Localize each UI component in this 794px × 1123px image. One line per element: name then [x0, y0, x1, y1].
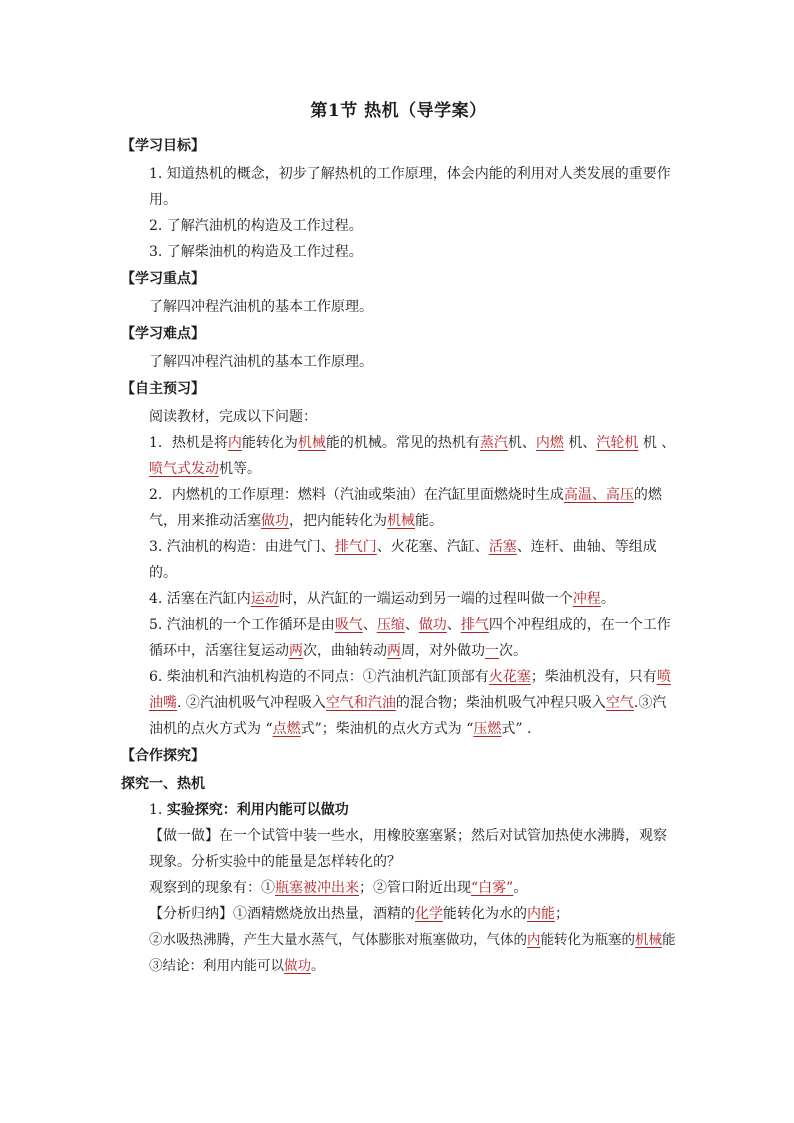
answer-blank: 喷油嘴: [149, 669, 671, 711]
answer-blank: 机械: [635, 932, 662, 948]
answer-blank: 运动: [250, 591, 279, 607]
goal-item: 2. 了解汽油机的构造及工作过程。: [149, 218, 363, 234]
section-heading-difficulty: 【学习难点】: [121, 326, 205, 342]
answer-blank: 内: [227, 435, 242, 451]
key-text: 了解四冲程汽油机的基本工作原理。: [149, 299, 373, 315]
answer-blank: 内能: [527, 906, 555, 922]
answer-blank: 机械: [297, 435, 326, 451]
preview-question-6: 6. 柴油机和汽油机构造的不同点：①汽油机汽缸顶部有火花塞；柴油机没有，只有喷油嘴. ②汽油机吸气冲程吸入空气和汽油的混合物；柴油机吸气冲程只吸入空气.③汽油机的点火方式为 “点燃式”；柴油机的点火方式为 “压燃式” .: [149, 669, 671, 737]
section-heading-explore: 【合作探究】: [121, 748, 205, 764]
answer-blank: 喷气式发动: [149, 461, 219, 477]
answer-blank: 汽轮机: [596, 435, 639, 451]
answer-blank: 吸气: [334, 617, 363, 633]
answer-blank: 化学: [415, 906, 443, 922]
answer-blank: 冲程: [572, 591, 601, 607]
analysis-text-2: ②水吸热沸腾，产生大量水蒸气，气体膨胀对瓶塞做功，气体的内能转化为瓶塞的机械能: [149, 932, 676, 948]
answer-blank: 高温、高压: [563, 487, 634, 503]
preview-question-5: 5. 汽油机的一个工作循环是由吸气、压缩、做功、排气四个冲程组成的，在一个工作循环中，活塞往复运动两次，曲轴转动两周，对外做功一次。: [149, 617, 671, 659]
explore-subheading: 探究一、热机: [121, 776, 205, 792]
preview-intro: 阅读教材，完成以下问题：: [149, 409, 317, 425]
analysis-text-1: 【分析归纳】①酒精燃烧放出热量，酒精的化学能转化为水的内能；: [149, 906, 569, 922]
answer-blank: 排气门: [334, 539, 377, 555]
preview-question-2: 2．内燃机的工作原理：燃料（汽油或柴油）在汽缸里面燃烧时生成高温、高压的燃气，用来推动活塞做功，把内能转化为机械能。: [149, 487, 662, 529]
answer-blank: 点燃: [272, 721, 301, 737]
answer-blank: 两: [387, 643, 401, 659]
section-heading-goals: 【学习目标】: [121, 138, 205, 154]
experiment-title: 1. 实验探究：利用内能可以做功: [149, 802, 349, 818]
answer-blank: 压缩: [376, 617, 405, 633]
conclusion-text: ③结论：利用内能可以做功。: [149, 958, 325, 974]
preview-question-3: 3. 汽油机的构造：由进气门、排气门、火花塞、汽缸、活塞、连杆、曲轴、等组成的。: [149, 539, 657, 581]
answer-blank: 蒸汽: [479, 435, 508, 451]
answer-blank: 做功: [418, 617, 447, 633]
answer-blank: 空气和汽油: [325, 695, 396, 711]
page-title: 第1节 热机（导学案）: [310, 101, 487, 121]
section-heading-preview: 【自主预习】: [121, 381, 205, 397]
answer-blank: 排气: [460, 617, 489, 633]
answer-blank: 瓶塞被冲出来: [275, 880, 359, 896]
answer-blank: 压燃: [473, 721, 502, 737]
goal-item: 3. 了解柴油机的构造及工作过程。: [149, 244, 363, 260]
answer-blank: 两: [289, 643, 303, 659]
answer-blank: 内燃: [535, 435, 564, 451]
goal-item: 1. 知道热机的概念，初步了解热机的工作原理，体会内能的利用对人类发展的重要作用。: [149, 166, 671, 208]
difficulty-text: 了解四冲程汽油机的基本工作原理。: [149, 354, 373, 370]
answer-blank: “白雾”: [471, 880, 514, 896]
answer-blank: 活塞: [488, 539, 517, 555]
answer-blank: 做功: [284, 958, 311, 974]
preview-question-1: 1．热机是将内能转化为机械能的机械。常见的热机有蒸汽机、内燃 机、汽轮机 机 、喷气式发动机等。: [149, 435, 676, 477]
answer-blank: 内: [527, 932, 541, 948]
answer-blank: 做功: [261, 513, 289, 529]
observation-text: 观察到的现象有：①瓶塞被冲出来；②管口附近出现“白雾”。: [149, 880, 528, 896]
section-heading-key: 【学习重点】: [121, 271, 205, 287]
document-body: [121, 96, 676, 979]
answer-blank: 火花塞: [488, 669, 531, 685]
answer-blank: 空气: [605, 695, 634, 711]
answer-blank: 机械: [387, 513, 415, 529]
preview-question-4: 4. 活塞在汽缸内运动时，从汽缸的一端运动到另一端的过程叫做一个冲程。: [149, 591, 615, 607]
answer-blank: 一: [485, 643, 499, 659]
do-it-text: 【做一做】在一个试管中装一些水，用橡胶塞塞紧；然后对试管加热使水沸腾，观察现象。分析实验中的能量是怎样转化的？: [149, 828, 667, 870]
